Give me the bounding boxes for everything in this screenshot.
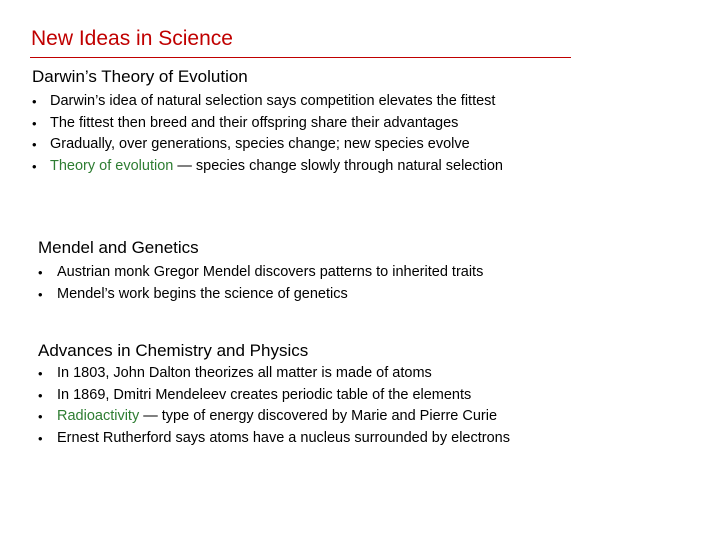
bullet-text: In 1869, Dmitri Mendeleev creates periodic table of the elements <box>57 386 472 403</box>
bullet-icon: • <box>32 94 37 109</box>
bullet-text: Mendel’s work begins the science of genetics <box>57 285 348 302</box>
list-item <box>32 113 592 135</box>
list-item <box>38 284 598 306</box>
bullet-icon: • <box>32 115 37 131</box>
list-item <box>32 156 592 178</box>
bullet-icon: • <box>32 137 37 152</box>
list-item <box>38 363 598 385</box>
bullet-icon: • <box>38 430 43 446</box>
section-heading-mendel: Mendel and Genetics <box>38 238 199 257</box>
bullet-icon: • <box>32 158 37 174</box>
list-item <box>32 134 592 156</box>
bullet-icon: • <box>38 286 43 302</box>
bullet-text: Austrian monk Gregor Mendel discovers patterns to inherited traits <box>57 264 484 280</box>
key-term: Theory of evolution <box>50 157 174 174</box>
title-divider <box>30 57 571 58</box>
key-term: Radioactivity <box>57 408 140 424</box>
bullet-list-chemistry-physics <box>38 363 598 449</box>
section-heading-darwin: Darwin’s Theory of Evolution <box>32 67 248 86</box>
bullet-icon: • <box>38 387 43 403</box>
section-heading-chemistry-physics: Advances in Chemistry and Physics <box>38 341 309 360</box>
bullet-text: — type of energy discovered by Marie and Pierre Curie <box>139 408 498 424</box>
list-item <box>32 91 592 113</box>
list-item <box>38 406 598 428</box>
list-item <box>38 262 598 284</box>
slide-title: New Ideas in Science <box>31 27 233 50</box>
bullet-text: Darwin’s idea of natural selection says competition elevates the fittest <box>50 93 496 109</box>
bullet-text: Ernest Rutherford says atoms have a nucleus surrounded by electrons <box>57 429 510 446</box>
bullet-text: — species change slowly through natural selection <box>173 157 503 174</box>
bullet-icon: • <box>38 409 43 424</box>
bullet-list-mendel <box>38 262 598 305</box>
list-item <box>38 428 598 450</box>
bullet-text: Gradually, over generations, species change; new species evolve <box>50 136 470 152</box>
bullet-list-darwin <box>32 91 592 177</box>
bullet-icon: • <box>38 265 43 280</box>
list-item <box>38 385 598 407</box>
bullet-icon: • <box>38 366 43 381</box>
bullet-text: In 1803, John Dalton theorizes all matter is made of atoms <box>57 365 432 381</box>
bullet-text: The fittest then breed and their offspring share their advantages <box>50 114 459 131</box>
